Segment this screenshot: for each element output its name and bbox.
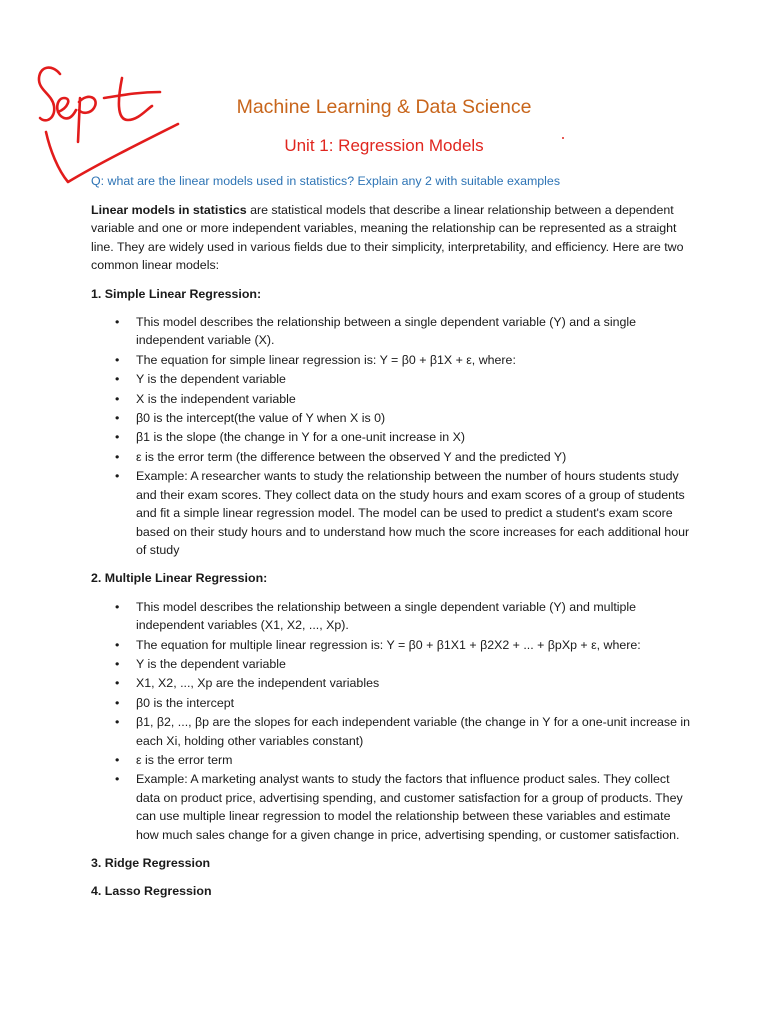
list-item: • ε is the error term <box>136 751 691 769</box>
intro-text: are statistical models that describe a linear relationship between a dependent variable and one or more independent variables, meaning the relationship can be represented as a straight line. They are widely used in various fields due to their simplicity, interpretability, and efficiency. Here are two common linear models: <box>91 203 684 273</box>
section-heading-multiple-linear-regression: 2. Multiple Linear Regression: <box>91 571 268 586</box>
list-item: • β0 is the intercept(the value of Y when X is 0) <box>136 409 691 427</box>
simple-linear-regression-list <box>91 313 691 559</box>
list-item: • Example: A marketing analyst wants to study the factors that influence product sales. They collect data on product price, advertising spending, and customer satisfaction for a group of products. They can use multiple linear regression to model the relationship between these variables and estimate how much sales change for a given change in price, advertising spending, or customer satisfaction. <box>136 770 691 844</box>
document-body <box>91 201 691 911</box>
list-item: • β1, β2, ..., βp are the slopes for each independent variable (the change in Y for a one-unit increase in each Xi, holding other variables constant) <box>136 713 691 750</box>
list-item: • ε is the error term (the difference between the observed Y and the predicted Y) <box>136 448 691 466</box>
list-item: • Y is the dependent variable <box>136 655 691 673</box>
list-item: • This model describes the relationship between a single dependent variable (Y) and a single independent variable (X). <box>136 313 691 350</box>
intro-bold-term: Linear models in statistics <box>91 203 247 217</box>
list-item: • The equation for simple linear regression is: Y = β0 + β1X + ε, where: <box>136 351 691 369</box>
section-heading-lasso-regression: 4. Lasso Regression <box>91 884 212 899</box>
question-text: Q: what are the linear models used in statistics? Explain any 2 with suitable examples <box>91 174 561 188</box>
list-item: • This model describes the relationship between a single dependent variable (Y) and multiple independent variables (X1, X2, ..., Xp). <box>136 598 691 635</box>
section-heading-simple-linear-regression: 1. Simple Linear Regression: <box>91 286 262 301</box>
stray-ink-dot <box>562 137 564 139</box>
list-item: • X is the independent variable <box>136 390 691 408</box>
section-heading-ridge-regression: 3. Ridge Regression <box>91 856 211 870</box>
list-item: • β1 is the slope (the change in Y for a one-unit increase in X) <box>136 428 691 446</box>
list-item: • X1, X2, ..., Xp are the independent variables <box>136 674 691 692</box>
multiple-linear-regression-list <box>91 598 691 844</box>
list-item: • Example: A researcher wants to study the relationship between the number of hours students study and their exam scores. They collect data on the study hours and exam scores of a group of students and fit a simple linear regression model. The model can be used to predict a student's exam score based on their study hours and to understand how much the score increases for each additional hour of study <box>136 467 691 559</box>
list-item: • Y is the dependent variable <box>136 370 691 388</box>
document-subtitle: Unit 1: Regression Models <box>284 136 484 155</box>
list-item: • β0 is the intercept <box>136 694 691 712</box>
intro-paragraph <box>91 201 691 275</box>
list-item: • The equation for multiple linear regression is: Y = β0 + β1X1 + β2X2 + ... + βpXp + ε, where: <box>136 636 691 654</box>
document-title: Machine Learning & Data Science <box>236 96 532 118</box>
